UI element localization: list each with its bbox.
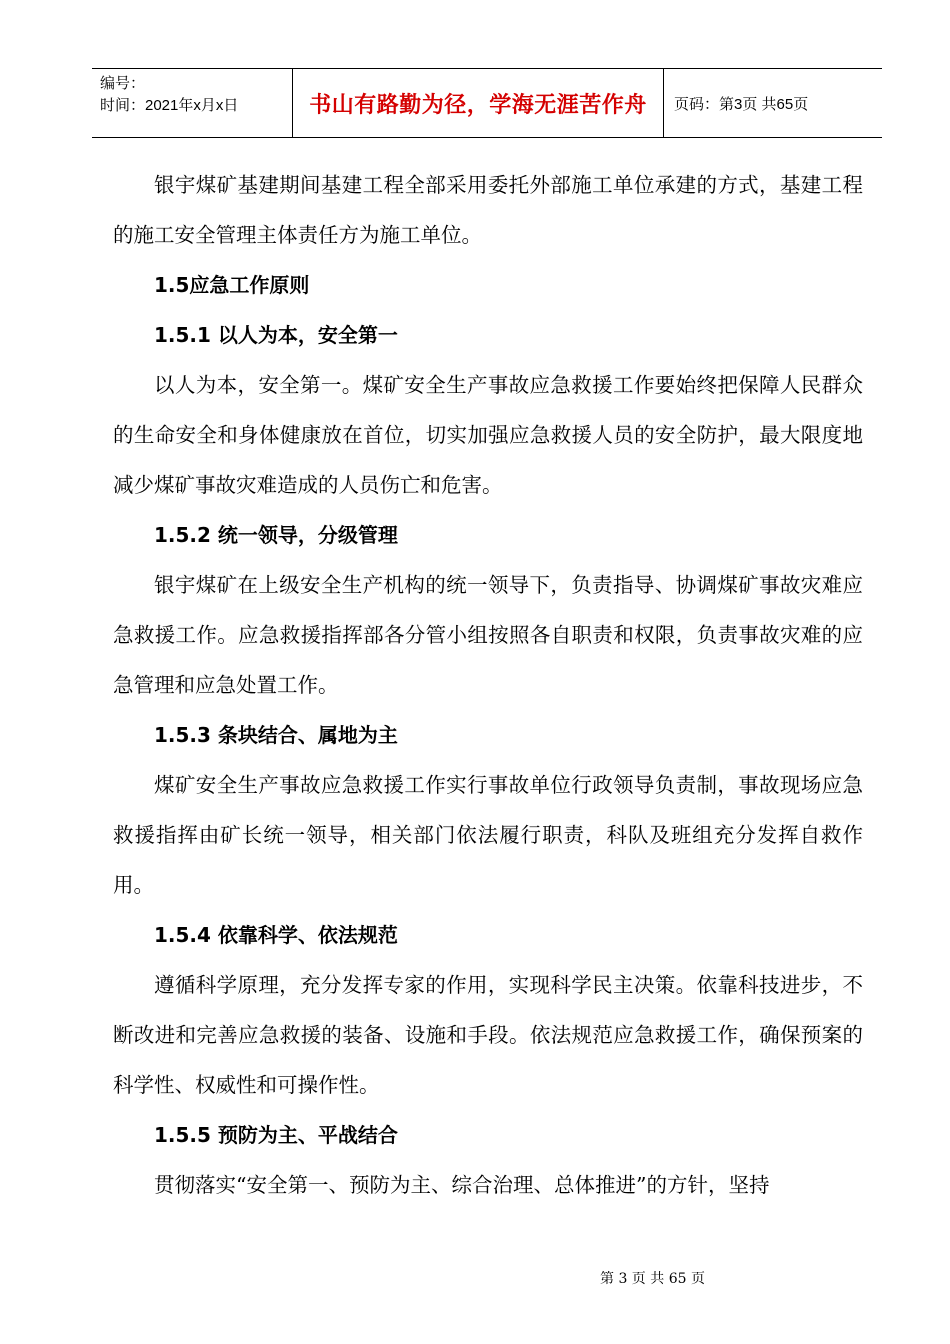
paragraph-1-5-2: 银宇煤矿在上级安全生产机构的统一领导下，负责指导、协调煤矿事故灾难应急救援工作。应急救援指挥部各分管小组按照各自职责和权限，负责事故灾难的应急管理和应急处置工作。 (113, 573, 863, 697)
header-page-info: 页码：第3页 共65页 (674, 95, 809, 113)
document-body (113, 160, 863, 1210)
document-time: 时间：2021年x月x日 (100, 97, 239, 114)
page-footer: 第 3 页 共 65 页 (600, 1271, 705, 1287)
section-heading-1-5-1: 1.5.1 以人为本，安全第一 (154, 323, 398, 347)
document-number-label: 编号： (100, 75, 146, 92)
header-meta (92, 69, 292, 137)
paragraph-1-5-4: 遵循科学原理，充分发挥专家的作用，实现科学民主决策。依靠科技进步，不断改进和完善应急救援的装备、设施和手段。依法规范应急救援工作，确保预案的科学性、权威性和可操作性。 (113, 973, 863, 1097)
section-heading-1-5-5: 1.5.5 预防为主、平战结合 (154, 1123, 398, 1147)
section-heading-1-5-3: 1.5.3 条块结合、属地为主 (154, 723, 398, 747)
section-heading-1-5: 1.5应急工作原则 (154, 273, 310, 297)
paragraph-1-5-5: 贯彻落实“安全第一、预防为主、综合治理、总体推进”的方针，坚持 (154, 1173, 770, 1197)
paragraph-intro: 银宇煤矿基建期间基建工程全部采用委托外部施工单位承建的方式，基建工程的施工安全管理主体责任方为施工单位。 (113, 173, 863, 247)
section-heading-1-5-4: 1.5.4 依靠科学、依法规范 (154, 923, 398, 947)
paragraph-1-5-1: 以人为本，安全第一。煤矿安全生产事故应急救援工作要始终把保障人民群众的生命安全和身体健康放在首位，切实加强应急救援人员的安全防护，最大限度地减少煤矿事故灾难造成的人员伤亡和危害。 (113, 373, 863, 497)
section-heading-1-5-2: 1.5.2 统一领导，分级管理 (154, 523, 398, 547)
header-motto: 书山有路勤为径，学海无涯苦作舟 (292, 69, 664, 137)
paragraph-1-5-3: 煤矿安全生产事故应急救援工作实行事故单位行政领导负责制，事故现场应急救援指挥由矿长统一领导，相关部门依法履行职责，科队及班组充分发挥自救作用。 (113, 773, 863, 897)
page-header (92, 68, 882, 138)
